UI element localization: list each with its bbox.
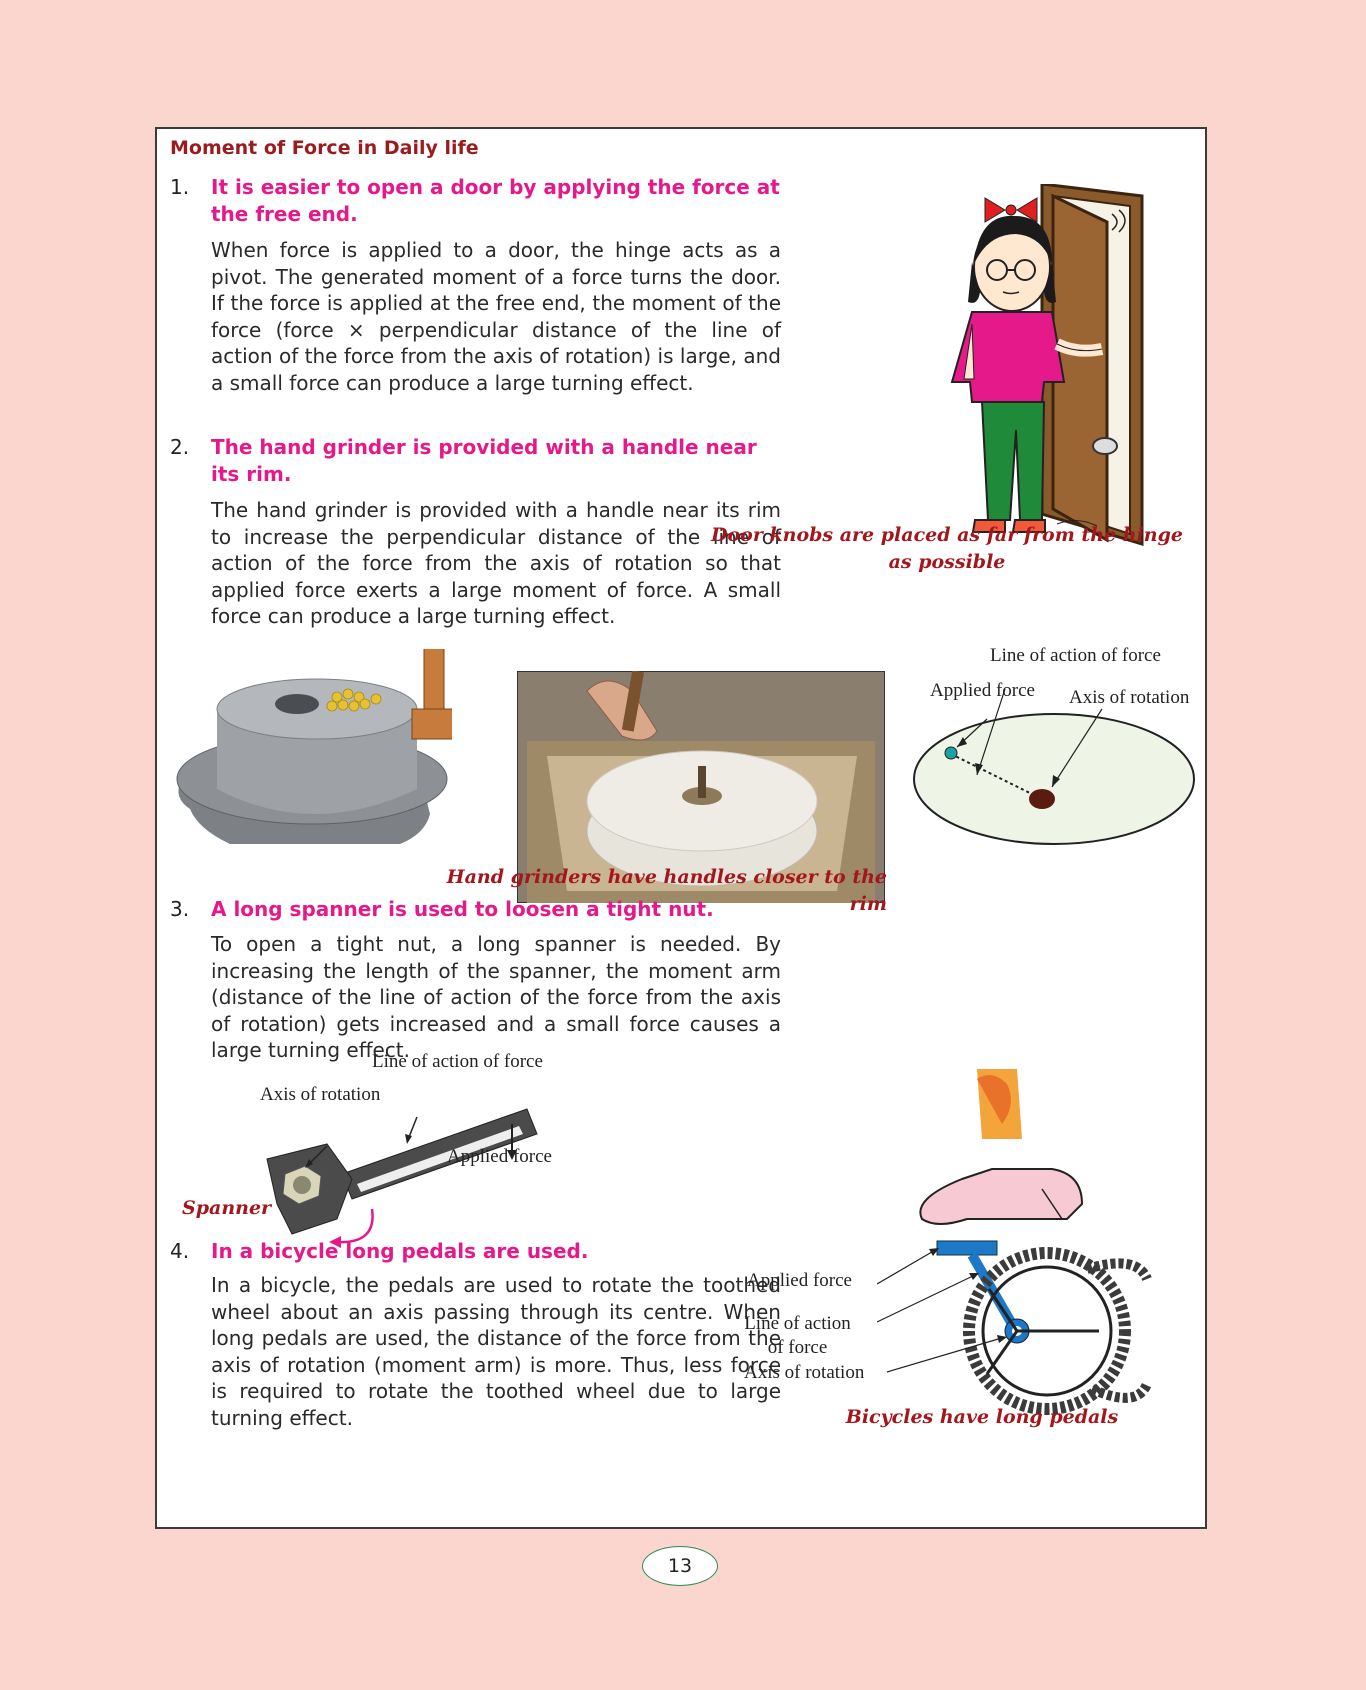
spanner-label-axis: Axis of rotation	[260, 1084, 381, 1105]
spanner-label-applied-force: Applied force	[447, 1146, 552, 1167]
bicycle-label-applied-force: Applied force	[747, 1270, 852, 1291]
bicycle-pedal-diagram	[877, 1069, 1157, 1449]
door-illustration	[857, 184, 1187, 554]
item-2-body: The hand grinder is provided with a handle near its rim to increase the perpendicular distance of the line of action of the force from the axis of rotation so that applied force exerts a large moment of force. A small force can produce a large turning effect.	[211, 498, 781, 628]
door-caption: Door knobs are placed as far from the hinge as possible	[711, 524, 1183, 573]
grinder-caption: Hand grinders have handles closer to the rim	[446, 866, 887, 915]
item-3-number: 3.	[170, 897, 190, 921]
stone-grinder-image	[162, 649, 452, 899]
item-1-heading: It is easier to open a door by applying the force at the free end.	[211, 175, 780, 226]
bicycle-caption: Bicycles have long pedals	[845, 1406, 1119, 1428]
disc-label-applied-force: Applied force	[930, 680, 1035, 701]
disc-label-line-of-action: Line of action of force	[990, 645, 1161, 666]
item-1-body: When force is applied to a door, the hinge acts as a pivot. The generated moment of a force turns the door. If the force is applied at the free end, the moment of the force (force × perpendicular distance of the line of action of the force from the axis of rotation) is large, and a small force can produce a large turning effect.	[211, 238, 781, 395]
section-title: Moment of Force in Daily life	[170, 137, 479, 159]
spanner-caption: Spanner	[182, 1197, 272, 1219]
item-2-heading: The hand grinder is provided with a handle near its rim.	[211, 435, 757, 486]
spanner-label-line-of-action: Line of action of force	[372, 1051, 543, 1072]
bicycle-label-line-of-action: Line of action of force	[744, 1313, 851, 1358]
rotation-disc-diagram	[877, 649, 1207, 869]
bicycle-label-axis: Axis of rotation	[744, 1362, 865, 1383]
content-frame	[155, 127, 1207, 1529]
item-4-heading: In a bicycle long pedals are used.	[211, 1239, 589, 1263]
item-3-body: To open a tight nut, a long spanner is needed. By increasing the length of the spanner, the moment arm (distance of the line of action of the force from the axis of rotation) gets increased and a small force causes a large turning effect.	[211, 932, 781, 1062]
item-1-number: 1.	[170, 175, 190, 199]
disc-label-axis: Axis of rotation	[1069, 687, 1190, 708]
item-4-number: 4.	[170, 1239, 190, 1263]
item-3-heading: A long spanner is used to loosen a tight nut.	[211, 897, 714, 921]
item-2-number: 2.	[170, 435, 190, 459]
page-number: 13	[642, 1546, 718, 1586]
item-4-body: In a bicycle, the pedals are used to rotate the toothed wheel about an axis passing through its centre. When long pedals are used, the distance of the force from the axis of rotation (moment arm) is more. Thus, less force is required to rotate the toothed wheel due to large turning effect.	[211, 1273, 781, 1430]
